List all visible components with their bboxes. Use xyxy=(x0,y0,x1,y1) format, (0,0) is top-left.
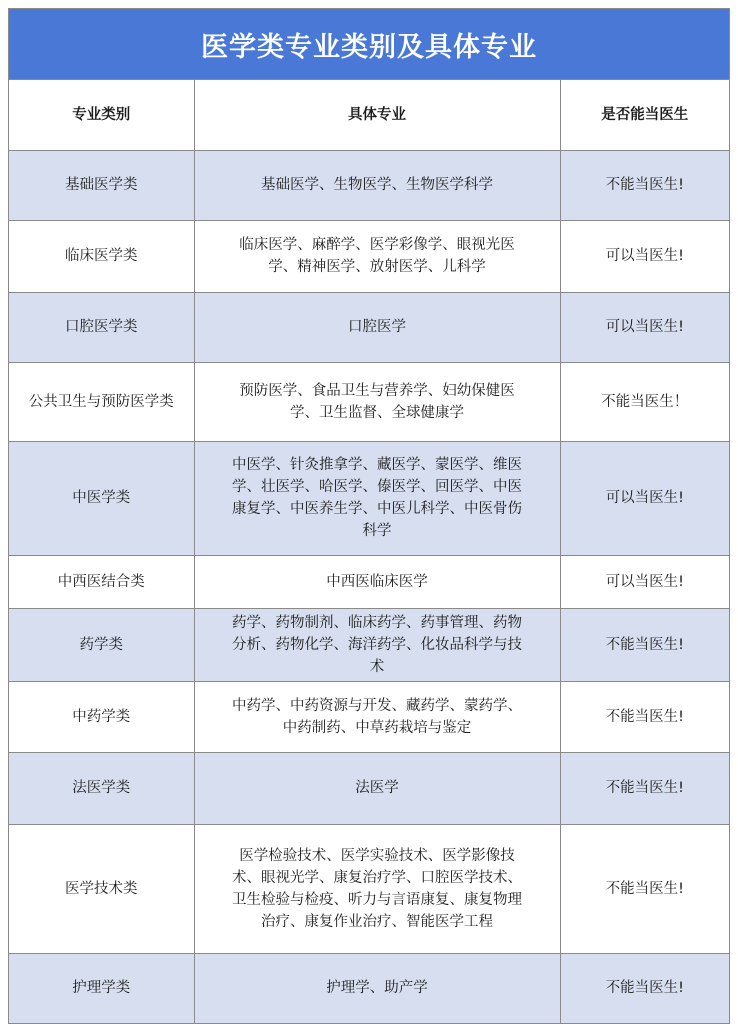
majors-text: 中医学、针灸推拿学、藏医学、蒙医学、维医学、壮医学、哈医学、傣医学、回医学、中医康复学、中医养生学、中医儿科学、中医骨伤科学 xyxy=(232,457,522,539)
majors-cell xyxy=(194,150,560,220)
majors-cell xyxy=(194,608,560,681)
table-row xyxy=(9,150,729,220)
doctor-status-cell: 不能当医生! xyxy=(560,953,729,1023)
header-majors: 具体专业 xyxy=(194,80,560,150)
doctor-status-cell: 不能当医生! xyxy=(560,824,729,953)
category-cell: 口腔医学类 xyxy=(9,292,194,362)
majors-cell xyxy=(194,292,560,362)
doctor-status-cell: 可以当医生! xyxy=(560,220,729,292)
majors-cell xyxy=(194,824,560,953)
majors-text: 医学检验技术、医学实验技术、医学影像技术、眼视光学、康复治疗学、口腔医学技术、卫生检验与检疫、听力与言语康复、康复物理治疗、康复作业治疗、智能医学工程 xyxy=(232,847,522,930)
doctor-status-cell: 不能当医生! xyxy=(560,150,729,220)
doctor-status-cell: 不能当医生! xyxy=(560,752,729,824)
majors-text: 药学、药物制剂、临床药学、药事管理、药物分析、药物化学、海洋药学、化妆品科学与技术 xyxy=(232,614,522,675)
majors-cell xyxy=(194,555,560,608)
majors-text: 预防医学、食品卫生与营养学、妇幼保健医学、卫生监督、全球健康学 xyxy=(239,382,515,421)
header-can-be-doctor: 是否能当医生 xyxy=(560,80,729,150)
table-row xyxy=(9,824,729,953)
majors-text: 基础医学、生物医学、生物医学科学 xyxy=(261,177,493,193)
majors-cell xyxy=(194,953,560,1023)
table-row xyxy=(9,362,729,441)
table-row xyxy=(9,555,729,608)
category-cell: 中医学类 xyxy=(9,441,194,555)
majors-text: 口腔医学 xyxy=(348,319,406,335)
doctor-status-cell: 可以当医生! xyxy=(560,292,729,362)
majors-cell xyxy=(194,362,560,441)
majors-cell xyxy=(194,441,560,555)
table-row xyxy=(9,292,729,362)
majors-table xyxy=(9,80,729,1024)
table-row xyxy=(9,752,729,824)
category-cell: 医学技术类 xyxy=(9,824,194,953)
category-cell: 中药学类 xyxy=(9,681,194,752)
header-row xyxy=(9,80,729,150)
category-cell: 临床医学类 xyxy=(9,220,194,292)
doctor-status-cell: 可以当医生! xyxy=(560,555,729,608)
category-cell: 法医学类 xyxy=(9,752,194,824)
category-cell: 药学类 xyxy=(9,608,194,681)
doctor-status-cell: 不能当医生! xyxy=(560,681,729,752)
doctor-status-cell: 不能当医生! xyxy=(560,608,729,681)
majors-table-container xyxy=(8,8,730,1024)
category-cell: 护理学类 xyxy=(9,953,194,1023)
majors-text: 中西医临床医学 xyxy=(326,573,428,590)
majors-text: 护理学、助产学 xyxy=(326,980,428,996)
table-row xyxy=(9,220,729,292)
table-row xyxy=(9,681,729,752)
header-category: 专业类别 xyxy=(9,80,194,150)
table-row xyxy=(9,441,729,555)
table-row xyxy=(9,953,729,1023)
category-cell: 公共卫生与预防医学类 xyxy=(9,362,194,441)
majors-cell xyxy=(194,220,560,292)
doctor-status-cell: 不能当医生！ xyxy=(560,362,729,441)
majors-text: 中药学、中药资源与开发、藏药学、蒙药学、中药制药、中草药栽培与鉴定 xyxy=(232,697,522,736)
majors-cell xyxy=(194,681,560,752)
majors-text: 临床医学、麻醉学、医学彩像学、眼视光医学、精神医学、放射医学、儿科学 xyxy=(239,237,515,275)
category-cell: 基础医学类 xyxy=(9,150,194,220)
table-row xyxy=(9,608,729,681)
doctor-status-cell: 可以当医生! xyxy=(560,441,729,555)
majors-cell xyxy=(194,752,560,824)
majors-text: 法医学 xyxy=(355,780,399,796)
category-cell: 中西医结合类 xyxy=(9,555,194,608)
table-title: 医学类专业类别及具体专业 xyxy=(9,9,729,80)
